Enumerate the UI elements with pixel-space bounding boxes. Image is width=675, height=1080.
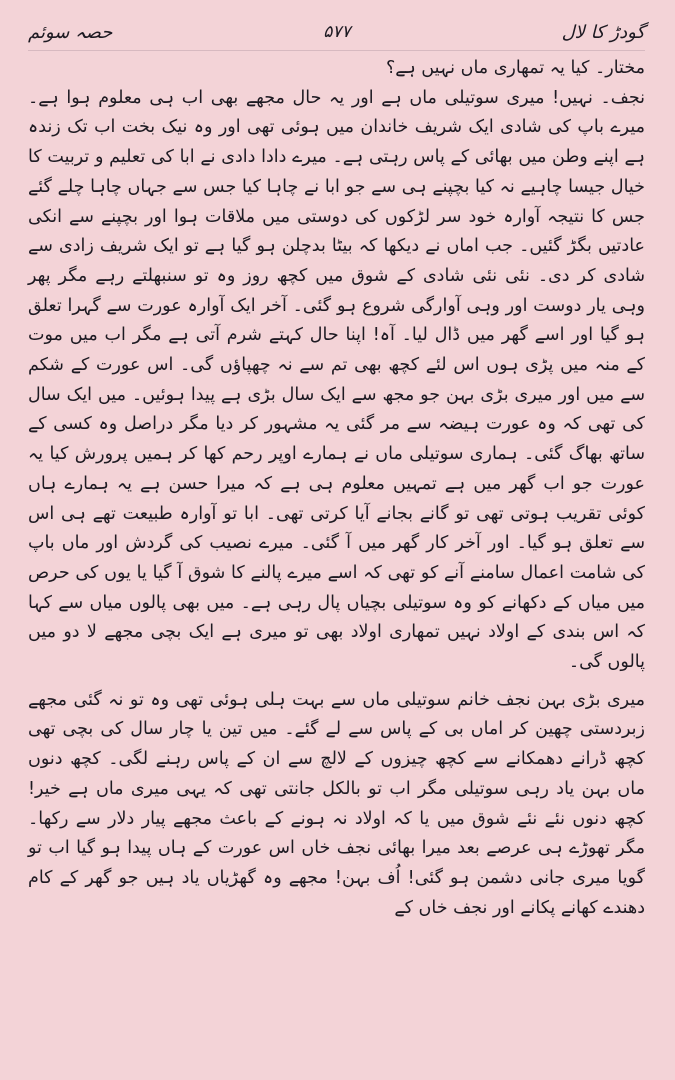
paragraph-sister-story: میری بڑی بہن نجف خانم سوتیلی ماں سے بہت ہلی ہوئی تھی وہ تو نہ گئی مجھے زبردستی چھین کر اماں بی کے پاس سے لے گئے۔ میں تین یا چار سال کی بچی تھی کچھ ڈرانے دھمکانے سے کچھ چیزوں کے لالچ سے ان کے پاس رہنے لگی۔ کچھ دنوں ماں بہن یاد رہی سوتیلی مگر اب تو بالکل جانتی تھی کہ یہی میری ماں ہے خیر! کچھ دنوں نئے نئے شوق میں یا کہ اولاد نہ ہونے کے باعث مجھے پیار دلار سے رکھا۔ مگر تھوڑے ہی عرصے بعد میرا بھائی نجف خاں اس عورت کے ہاں پیدا ہو گیا اب تو گویا میری جانی دشمن ہو گئی! اُف بہن! مجھے وہ گھڑیاں یاد ہیں جو گھر کے کام دھندے کھانے پکانے اور نجف خاں کے (28, 689, 645, 918)
page-number: ۵۷۷ (323, 22, 351, 42)
paragraph-najaf-reply: نجف۔ نہیں! میری سوتیلی ماں ہے اور یہ حال مجھے بھی اب ہی معلوم ہوا ہے۔ میرے باپ کی شادی ایک شریف خاندان میں ہوئی تھی اور وہ نیک بخت اب تک زندہ ہے اپنے وطن میں بھائی کے پاس رہتی ہے۔ میرے دادا دادی نے ابا کی تعلیم و تربیت کا خیال جیسا چاہیے نہ کیا بچپنے ہی سے جو ابا نے چاہا کیا جس سے جہاں چاہا چلے گئے جس کا نتیجہ آوارہ خود سر لڑکوں کی دوستی میں ملاقات ہوا اور بچپنے سے انکی عادتیں بگڑ گئیں۔ جب اماں نے دیکھا کہ بیٹا بدچلن ہو گیا ہے تو ایک شریف زادی سے شادی کر دی۔ نئی نئی شادی کے شوق میں کچھ روز وہ تو سنبھلتے رہے مگر پھر وہی یار دوست اور وہی آوارگی شروع ہو گئی۔ آخر ایک آوارہ عورت سے گہرا تعلق ہو گیا اور اسے گھر میں ڈال لیا۔ آہ! اپنا حال کہتے شرم آتی ہے مگر اب میں موت کے منہ میں پڑی ہوں اس لئے کچھ بھی تم سے نہ چھپاؤں گی۔ اس عورت کے شکم سے میں اور میری بڑی بہن جو مجھ سے ایک سال بڑی ہے پیدا ہوئیں۔ میں ایک سال کی تھی کہ وہ عورت ہیضہ سے مر گئی یہ مشہور کر دیا مگر دراصل وہ کسی کے ساتھ بھاگ گئی۔ ہماری سوتیلی ماں نے ہمارے اوپر رحم کھا کر ہمیں پرورش کیا یہ عورت جو اب گھر میں ہے تمہیں معلوم ہی ہے کہ میرا حسن ہے یہ ہمارے ہاں کوئی تقریب ہوتی تھی تو گانے بجانے آیا کرتی تھی۔ ابا تو آوارہ طبیعت تھے ہی اس سے تعلق ہو گیا۔ اور آخر کار گھر میں آ گئی۔ میرے نصیب کی گردش اور ماں باپ کی شامت اعمال سامنے آنے کو تھی کہ اسے میرے پالنے کا شوق آ گیا یا یوں کی حرص میں میاں کے دکھانے کو وہ سوتیلی بچیاں پال رہی ہے۔ میں بھی پالوں میاں سے کہا کہ اس بندی کے اولاد نہیں تمھاری اولاد بھی تو میری ہے ایک بچی مجھے لا دو میں پالوں گی۔ (28, 87, 645, 673)
page-body (28, 54, 645, 923)
header-divider (28, 50, 645, 51)
page-header (28, 14, 645, 50)
part-label: حصہ سوئم (28, 21, 113, 43)
paragraph-question: مختار۔ کیا یہ تمھاری ماں نہیں ہے؟ (385, 58, 645, 78)
running-title: گودڑ کا لال (561, 21, 645, 43)
